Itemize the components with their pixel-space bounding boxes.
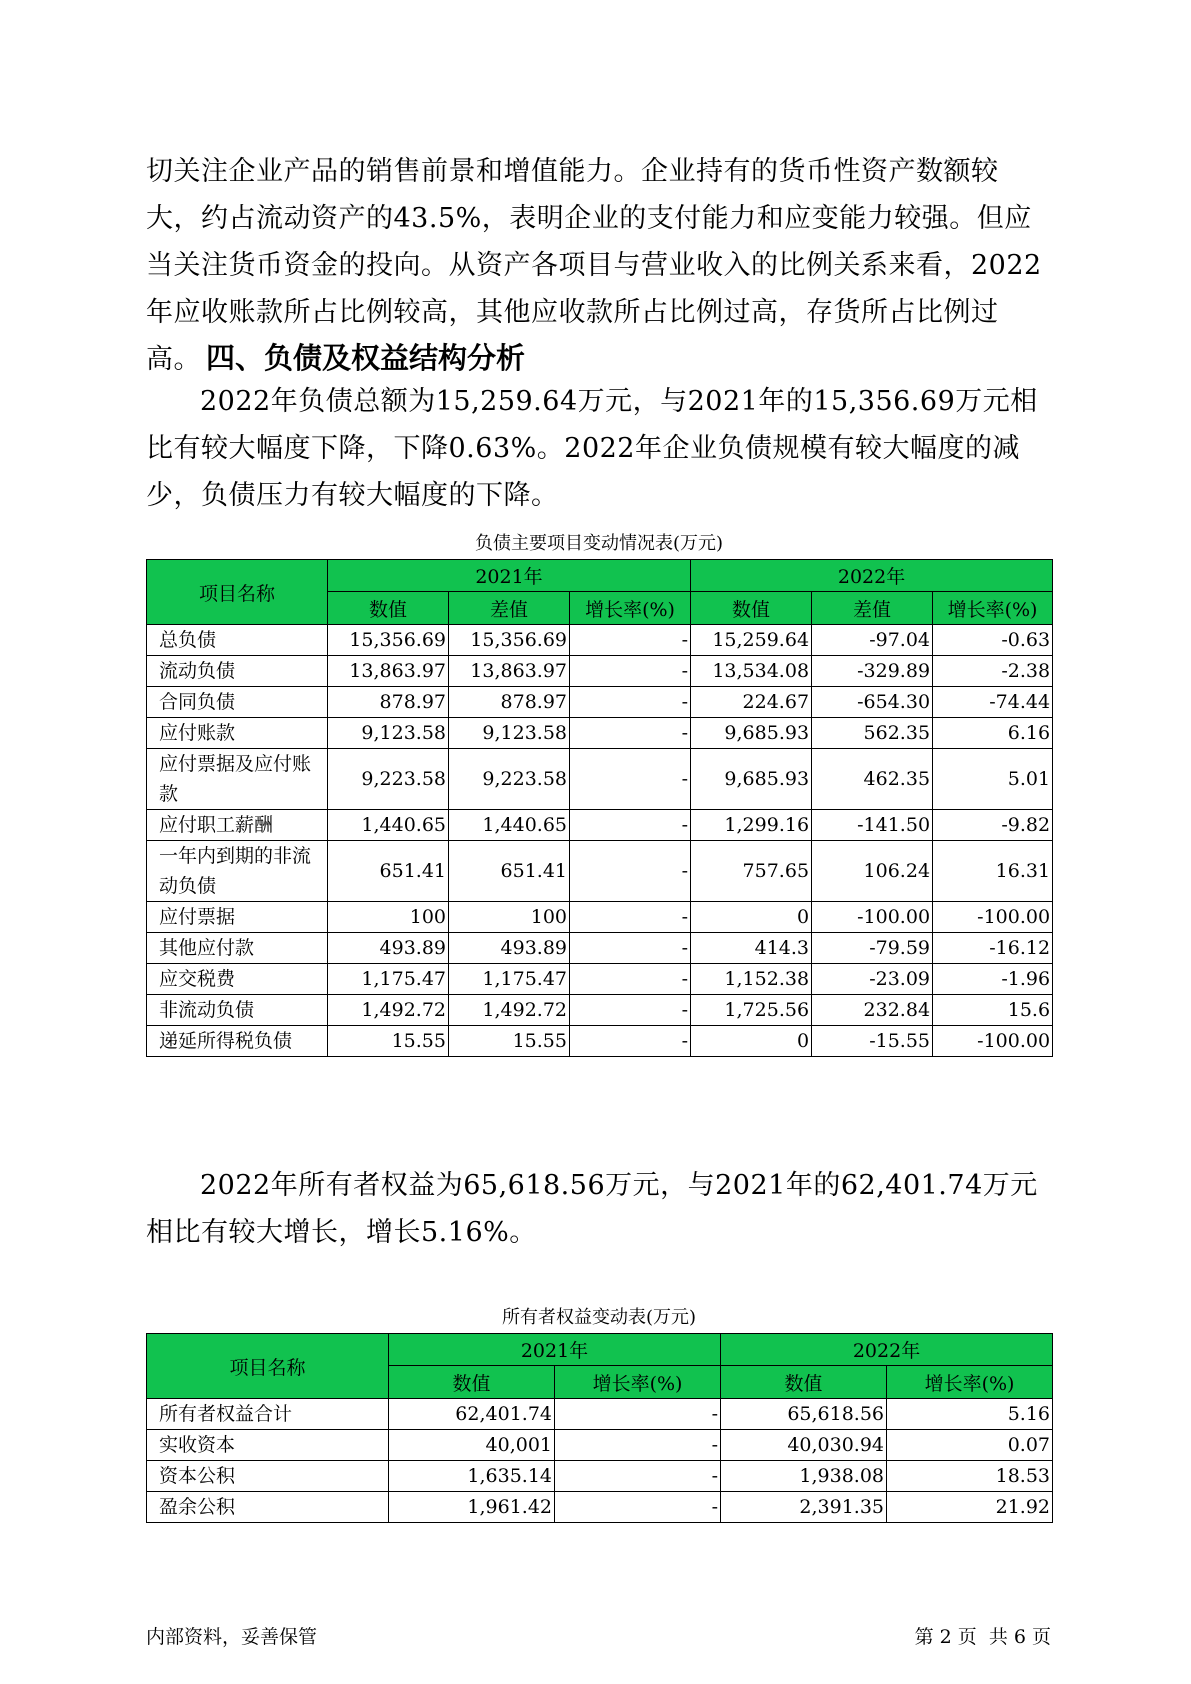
cell-name: 所有者权益合计 (147, 1399, 389, 1430)
cell-v2: 2,391.35 (721, 1492, 887, 1523)
cell-name: 流动负债 (147, 656, 328, 687)
cell-v1: 1,635.14 (389, 1461, 555, 1492)
cell-r1: - (570, 687, 691, 718)
header-item-name: 项目名称 (147, 560, 328, 625)
cell-name: 应付账款 (147, 718, 328, 749)
cell-r2: 16.31 (933, 841, 1053, 902)
cell-v1: 40,001 (389, 1430, 555, 1461)
header-year-2021: 2021年 (389, 1334, 721, 1366)
cell-v1: 9,223.58 (328, 749, 449, 810)
header-year-2022: 2022年 (691, 560, 1053, 592)
cell-r2: -2.38 (933, 656, 1053, 687)
cell-d2: 106.24 (812, 841, 933, 902)
footer-page-number: 第 2 页 共 6 页 (914, 1626, 1051, 1648)
cell-r2: 0.07 (887, 1430, 1053, 1461)
cell-d2: -79.59 (812, 933, 933, 964)
cell-v2: 15,259.64 (691, 625, 812, 656)
cell-r1: - (570, 902, 691, 933)
cell-r1: - (570, 749, 691, 810)
liability-table (146, 559, 1053, 1057)
cell-v2: 1,725.56 (691, 995, 812, 1026)
cell-d2: 562.35 (812, 718, 933, 749)
cell-d1: 9,123.58 (449, 718, 570, 749)
table-row (147, 933, 1053, 964)
cell-v1: 100 (328, 902, 449, 933)
cell-r1: - (570, 625, 691, 656)
header-diff-2022: 差值 (812, 592, 933, 625)
table-row (147, 964, 1053, 995)
cell-name: 总负债 (147, 625, 328, 656)
cell-d2: -141.50 (812, 810, 933, 841)
cell-v2: 65,618.56 (721, 1399, 887, 1430)
cell-name: 递延所得税负债 (147, 1026, 328, 1057)
cell-v1: 1,961.42 (389, 1492, 555, 1523)
cell-d1: 1,175.47 (449, 964, 570, 995)
table-row (147, 625, 1053, 656)
cell-v2: 1,299.16 (691, 810, 812, 841)
header-rate-2021: 增长率(%) (555, 1366, 721, 1399)
cell-r1: - (570, 933, 691, 964)
cell-v2: 1,152.38 (691, 964, 812, 995)
header-value-2021: 数值 (328, 592, 449, 625)
cell-v2: 13,534.08 (691, 656, 812, 687)
cell-r1: - (570, 1026, 691, 1057)
cell-v1: 15.55 (328, 1026, 449, 1057)
cell-d2: 232.84 (812, 995, 933, 1026)
cell-d1: 13,863.97 (449, 656, 570, 687)
cell-r1: - (570, 656, 691, 687)
cell-v2: 0 (691, 902, 812, 933)
cell-r2: 6.16 (933, 718, 1053, 749)
cell-v1: 1,492.72 (328, 995, 449, 1026)
cell-name: 应付票据及应付账款 (147, 749, 328, 810)
header-value-2021: 数值 (389, 1366, 555, 1399)
cell-r2: 15.6 (933, 995, 1053, 1026)
cell-v1: 651.41 (328, 841, 449, 902)
cell-d2: 462.35 (812, 749, 933, 810)
table-row (147, 995, 1053, 1026)
cell-d1: 651.41 (449, 841, 570, 902)
cell-r1: - (570, 718, 691, 749)
table-row (147, 1430, 1053, 1461)
cell-v2: 40,030.94 (721, 1430, 887, 1461)
cell-name: 盈余公积 (147, 1492, 389, 1523)
cell-d1: 15,356.69 (449, 625, 570, 656)
footer-confidential: 内部资料，妥善保管 (146, 1626, 318, 1648)
cell-v2: 414.3 (691, 933, 812, 964)
header-value-2022: 数值 (691, 592, 812, 625)
cell-r2: -1.96 (933, 964, 1053, 995)
cell-name: 非流动负债 (147, 995, 328, 1026)
cell-r2: -0.63 (933, 625, 1053, 656)
cell-name: 资本公积 (147, 1461, 389, 1492)
table-row (147, 902, 1053, 933)
cell-d1: 493.89 (449, 933, 570, 964)
cell-r2: 5.16 (887, 1399, 1053, 1430)
cell-v1: 1,440.65 (328, 810, 449, 841)
table-row (147, 656, 1053, 687)
cell-v2: 224.67 (691, 687, 812, 718)
cell-d1: 1,492.72 (449, 995, 570, 1026)
cell-d1: 9,223.58 (449, 749, 570, 810)
header-item-name: 项目名称 (147, 1334, 389, 1399)
cell-name: 应付票据 (147, 902, 328, 933)
header-year-2021: 2021年 (328, 560, 691, 592)
equity-table (146, 1333, 1053, 1523)
cell-d2: -654.30 (812, 687, 933, 718)
cell-r2: 18.53 (887, 1461, 1053, 1492)
table-row (147, 718, 1053, 749)
cell-r2: -74.44 (933, 687, 1053, 718)
cell-r1: - (570, 810, 691, 841)
cell-v1: 878.97 (328, 687, 449, 718)
cell-d1: 15.55 (449, 1026, 570, 1057)
cell-v2: 1,938.08 (721, 1461, 887, 1492)
cell-d2: -23.09 (812, 964, 933, 995)
table-row (147, 1492, 1053, 1523)
cell-r1: - (570, 995, 691, 1026)
cell-name: 实收资本 (147, 1430, 389, 1461)
header-rate-2022: 增长率(%) (933, 592, 1053, 625)
table-row (147, 841, 1053, 902)
cell-r1: - (555, 1430, 721, 1461)
table-row (147, 810, 1053, 841)
header-rate-2022: 增长率(%) (887, 1366, 1053, 1399)
cell-r2: -100.00 (933, 902, 1053, 933)
cell-v1: 1,175.47 (328, 964, 449, 995)
cell-d2: -15.55 (812, 1026, 933, 1057)
cell-v2: 0 (691, 1026, 812, 1057)
cell-v1: 13,863.97 (328, 656, 449, 687)
header-rate-2021: 增长率(%) (570, 592, 691, 625)
cell-name: 其他应付款 (147, 933, 328, 964)
cell-r1: - (555, 1399, 721, 1430)
cell-d1: 878.97 (449, 687, 570, 718)
cell-r2: 21.92 (887, 1492, 1053, 1523)
cell-v2: 757.65 (691, 841, 812, 902)
cell-r1: - (555, 1492, 721, 1523)
cell-name: 应付职工薪酬 (147, 810, 328, 841)
paragraph-asset-analysis: 切关注企业产品的销售前景和增值能力。企业持有的货币性资产数额较大，约占流动资产的43.5%，表明企业的支付能力和应变能力较强。但应当关注货币资金的投向。从资产各项目与营业收入的比例关系来看，2022年应收账款所占比例较高，其他应收款所占比例过高，存货所占比例过高。 (146, 156, 1042, 375)
paragraph-liability-summary: 2022年负债总额为15,259.64万元，与2021年的15,356.69万元相比有较大幅度下降，下降0.63%。2022年企业负债规模有较大幅度的减少，负债压力有较大幅度的下降。 (146, 386, 1038, 511)
table-row (147, 1026, 1053, 1057)
cell-r2: 5.01 (933, 749, 1053, 810)
cell-v1: 493.89 (328, 933, 449, 964)
section-heading: 四、负债及权益结构分析 (206, 341, 526, 375)
cell-name: 一年内到期的非流动负债 (147, 841, 328, 902)
cell-d1: 100 (449, 902, 570, 933)
cell-v2: 9,685.93 (691, 718, 812, 749)
table-row (147, 1399, 1053, 1430)
cell-r2: -9.82 (933, 810, 1053, 841)
cell-name: 合同负债 (147, 687, 328, 718)
cell-v2: 9,685.93 (691, 749, 812, 810)
cell-r1: - (570, 964, 691, 995)
cell-v1: 15,356.69 (328, 625, 449, 656)
cell-name: 应交税费 (147, 964, 328, 995)
table-row (147, 749, 1053, 810)
cell-r1: - (570, 841, 691, 902)
cell-v1: 62,401.74 (389, 1399, 555, 1430)
cell-d2: -100.00 (812, 902, 933, 933)
cell-r1: - (555, 1461, 721, 1492)
cell-d2: -97.04 (812, 625, 933, 656)
table1-caption: 负债主要项目变动情况表(万元) (474, 533, 724, 554)
header-diff-2021: 差值 (449, 592, 570, 625)
header-year-2022: 2022年 (721, 1334, 1053, 1366)
cell-d1: 1,440.65 (449, 810, 570, 841)
cell-v1: 9,123.58 (328, 718, 449, 749)
cell-d2: -329.89 (812, 656, 933, 687)
cell-r2: -16.12 (933, 933, 1053, 964)
paragraph-equity-summary: 2022年所有者权益为65,618.56万元，与2021年的62,401.74万元相比有较大增长，增长5.16%。 (146, 1170, 1038, 1248)
header-value-2022: 数值 (721, 1366, 887, 1399)
table-row (147, 687, 1053, 718)
table2-caption: 所有者权益变动表(万元) (501, 1307, 697, 1328)
cell-r2: -100.00 (933, 1026, 1053, 1057)
table-row (147, 1461, 1053, 1492)
